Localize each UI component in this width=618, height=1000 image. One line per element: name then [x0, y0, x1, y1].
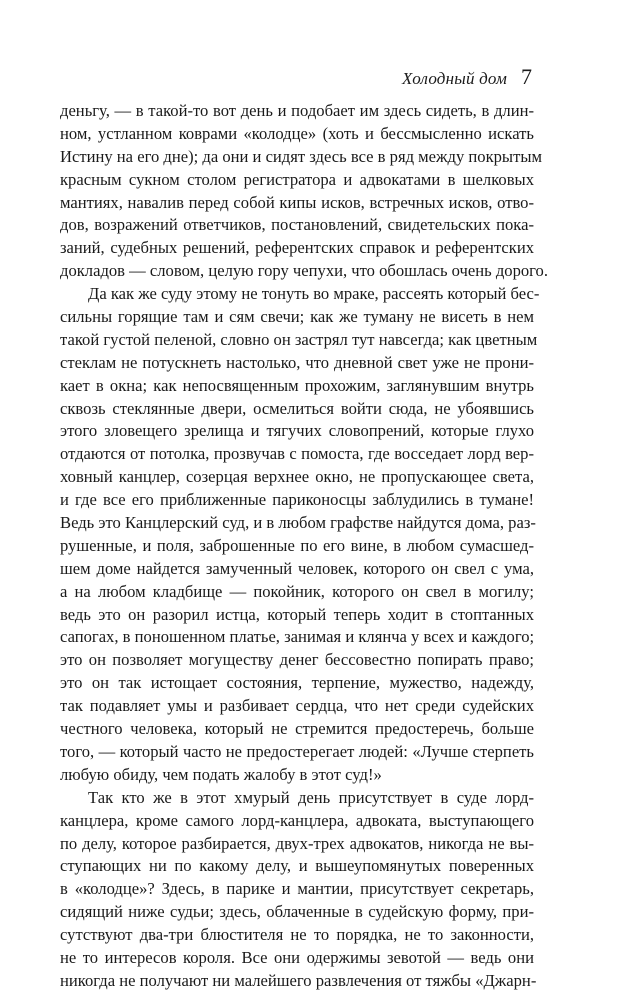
text-line: докладов — словом, целую гору чепухи, что обошлась очень дорого.	[60, 261, 549, 281]
running-header	[402, 64, 532, 90]
text-line: сильны горящие там и сям свечи; как же туману не висеть в нем	[60, 307, 534, 327]
text-line: это он позволяет могуществу денег бессовестно попирать право;	[60, 650, 534, 670]
text-line: по делу, которое разбирается, двух-трех адвокатов, никогда не вы-	[60, 833, 534, 853]
text-line: этого зловещего зрелища и тягучих словопрений, которые глухо	[60, 421, 534, 441]
text-line: это он так истощает состояния, терпение, мужество, надежду,	[60, 673, 534, 693]
text-line: Так кто же в этот хмурый день присутствует в суде лорд-	[88, 787, 534, 807]
text-line: сквозь стеклянные двери, осмелиться войти сюда, не убоявшись	[60, 398, 534, 418]
running-title: Холодный дом	[401, 69, 507, 88]
text-line: канцлера, кроме самого лорд-канцлера, адвоката, выступающего	[60, 810, 534, 830]
text-line: отдаются от потолка, прозвучав с помоста, где восседает лорд вер-	[60, 444, 534, 464]
page-number: 7	[521, 64, 532, 89]
text-line: не то интересов короля. Все они одержимы зевотой — ведь они	[60, 947, 534, 967]
text-line: так подавляет умы и разбивает сердца, что нет среди судейских	[60, 696, 534, 716]
text-line: дов, возражений ответчиков, постановлений, свидетельских пока-	[60, 215, 534, 235]
text-line: Ведь это Канцлерский суд, и в любом графстве найдутся дома, раз-	[60, 513, 536, 533]
text-line: ведь это он разорил истца, который теперь ходит в стоптанных	[60, 604, 534, 624]
text-line: мантиях, навалив перед собой кипы исков, встречных исков, отво-	[60, 192, 534, 212]
text-line: ном, устланном коврами «колодце» (хоть и бессмысленно искать	[60, 123, 534, 143]
text-line: рушенные, и поля, заброшенные по его вине, в любом сумасшед-	[60, 535, 534, 555]
text-line: красным сукном столом регистратора и адвокатами в шелковых	[60, 169, 534, 189]
text-line: и где все его приближенные париконосцы заблудились в тумане!	[60, 490, 534, 510]
text-line: в «колодце»? Здесь, в парике и мантии, присутствует секретарь,	[60, 879, 534, 899]
text-line: сидящий ниже судьи; здесь, облаченные в судейскую форму, при-	[60, 902, 534, 922]
text-line: сапогах, в поношенном платье, занимая и клянча у всех и каждого;	[60, 627, 535, 647]
text-line: стеклам не потускнеть настолько, что дневной свет уже не прони-	[60, 352, 534, 372]
text-line: того, — который часто не предостерегает людей: «Лучше стерпеть	[60, 741, 534, 761]
text-line: а на любом кладбище — покойник, которого он свел в могилу;	[60, 581, 534, 601]
text-line: такой густой пеленой, словно он застрял тут навсегда; как цветным	[60, 329, 538, 349]
text-line: сутствуют два-три блюстителя не то порядка, не то законности,	[60, 925, 534, 945]
text-line: шем доме найдется замученный человек, которого он свел с ума,	[60, 558, 534, 578]
text-line: заний, судебных решений, референтских справок и референтских	[60, 238, 534, 258]
text-line: Да как же суду этому не тонуть во мраке, рассеять который бес-	[88, 284, 540, 304]
text-line: Истину на его дне); да они и сидят здесь все в ряд между покрытым	[60, 146, 542, 166]
text-line: любую обиду, чем подать жалобу в этот суд!»	[60, 764, 382, 784]
text-line: честного человека, который не стремится предостеречь, больше	[60, 719, 534, 739]
text-line: ховный канцлер, созерцая верхнее окно, не пропускающее света,	[60, 467, 534, 487]
text-line: деньгу, — в такой-то вот день и подобает им здесь сидеть, в длин-	[60, 101, 534, 120]
body-text	[60, 100, 549, 993]
text-line: никогда не получают ни малейшего развлечения от тяжбы «Джарн-	[60, 970, 537, 990]
text-line: ступающих ни по какому делу, и вышеупомянутых поверенных	[60, 856, 534, 876]
text-line: кает в окна; как непосвященным прохожим, заглянувшим внутрь	[60, 375, 534, 395]
